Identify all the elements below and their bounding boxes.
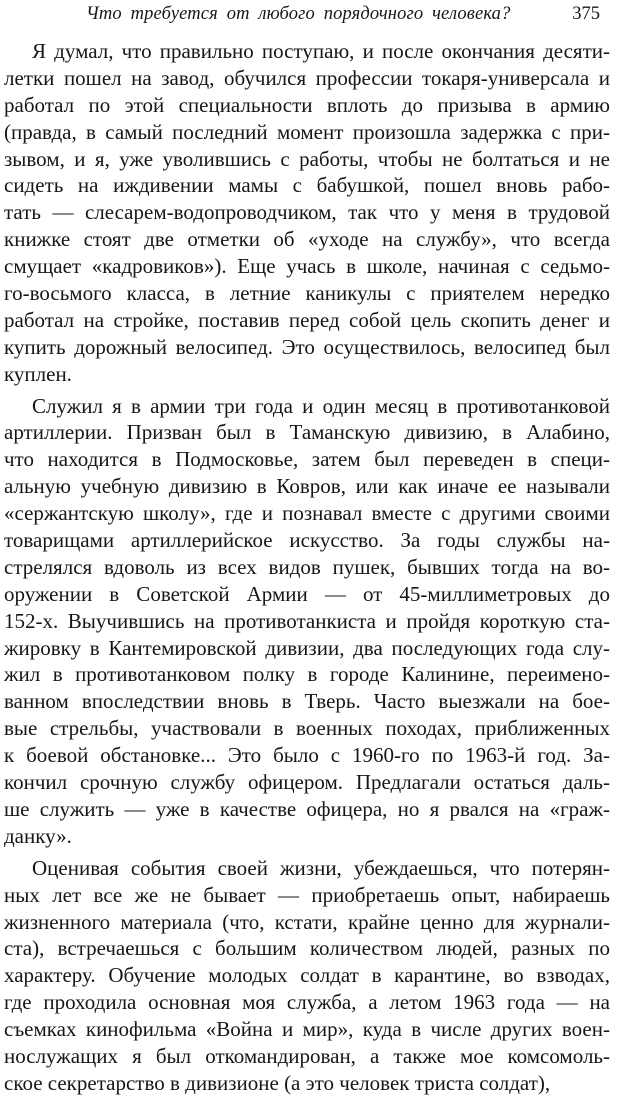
- text-line: кончил срочную службу офицером. Предлагали остаться даль-: [4, 770, 610, 795]
- text-line: го-восьмого класса, в летние каникулы с приятелем нередко: [4, 281, 610, 306]
- text-line: 152-х. Выучившись на противотанкиста и пройдя короткую ста-: [4, 608, 610, 633]
- text-line: характеру. Обучение молодых солдат в карантине, во взводах,: [4, 963, 610, 988]
- text-line: Служил я в армии три года и один месяц в противотанковой: [32, 393, 610, 418]
- text-line: данку».: [4, 823, 72, 848]
- text-line: (правда, в самый последний момент произошла задержка с при-: [4, 119, 610, 144]
- text-line: артиллерии. Призван был в Таманскую дивизию, в Алабино,: [4, 420, 610, 445]
- text-line: оружении в Советской Армии — от 45-миллиметровых до: [4, 581, 610, 606]
- text-line: летки пошел на завод, обучился профессии токаря-универсала и: [4, 65, 610, 90]
- text-line: жизненного материала (что, кстати, крайне ценно для журнали-: [4, 909, 610, 934]
- running-header: [40, 2, 606, 26]
- text-line: съемках кинофильма «Война и мир», куда в числе других воен-: [4, 1017, 610, 1042]
- paragraph: [0, 393, 620, 850]
- text-line: работал по этой специальности вплоть до призыва в армию: [4, 92, 610, 117]
- paragraph: [0, 855, 620, 1097]
- text-line: куплен.: [4, 361, 72, 386]
- running-header-title: Что требуется от любого порядочного человека?: [86, 4, 511, 24]
- text-line: «сержантскую школу», где и познавал вместе с другими своими: [4, 501, 610, 526]
- text-line: Оценивая события своей жизни, убеждаешься, что потерян-: [32, 855, 610, 880]
- text-line: ванном впоследствии вновь в Тверь. Часто выезжали на бое-: [4, 689, 610, 714]
- text-line: сидеть на иждивении мамы с бабушкой, пошел вновь рабо-: [4, 173, 610, 198]
- text-line: товарищами артиллерийское искусство. За годы службы на-: [4, 528, 610, 553]
- text-line: вые стрельбы, участвовали в военных походах, приближенных: [4, 716, 610, 741]
- text-line: жировку в Кантемировской дивизии, два последующих года слу-: [4, 635, 610, 660]
- text-line: ское секретарство в дивизионе (а это человек триста солдат),: [4, 1070, 551, 1095]
- text-line: тать — слесарем-водопроводчиком, так что у меня в трудовой: [4, 200, 610, 225]
- paragraph: [0, 38, 620, 388]
- text-line: зывом, и я, уже уволившись с работы, чтобы не болтаться и не: [4, 146, 610, 171]
- text-line: ше служить — уже в качестве офицера, но я рвался на «граж-: [4, 796, 610, 821]
- text-line: альную учебную дивизию в Ковров, или как иначе ее называли: [4, 474, 610, 499]
- text-line: нослужащих я был откомандирован, а также мое комсомоль-: [4, 1043, 610, 1068]
- page-number: 375: [572, 4, 600, 24]
- text-line: жил в противотанковом полку в городе Калинине, переимено-: [4, 662, 610, 687]
- text-line: работал на стройке, поставив перед собой цель скопить денег и: [4, 307, 610, 332]
- text-line: где проходила основная моя служба, а летом 1963 года — на: [4, 990, 610, 1015]
- text-line: к боевой обстановке... Это было с 1960-го по 1963-й год. За-: [4, 743, 610, 768]
- text-line: Я думал, что правильно поступаю, и после окончания десяти-: [32, 39, 610, 63]
- text-line: книжке стоят две отметки об «уходе на службу», что всегда: [4, 227, 610, 252]
- text-line: ста), встречаешься с большим количеством людей, разных по: [4, 936, 610, 961]
- text-line: смущает «кадровиков»). Еще учась в школе, начиная с седьмо-: [4, 254, 610, 279]
- text-line: что находится в Подмосковье, затем был переведен в специ-: [4, 447, 610, 472]
- text-line: стрелялся вдоволь из всех видов пушек, бывших тогда на во-: [4, 554, 610, 579]
- text-line: купить дорожный велосипед. Это осуществилось, велосипед был: [4, 334, 610, 359]
- text-line: ных лет все же не бывает — приобретаешь опыт, набираешь: [4, 882, 610, 907]
- body-text: [0, 38, 620, 1102]
